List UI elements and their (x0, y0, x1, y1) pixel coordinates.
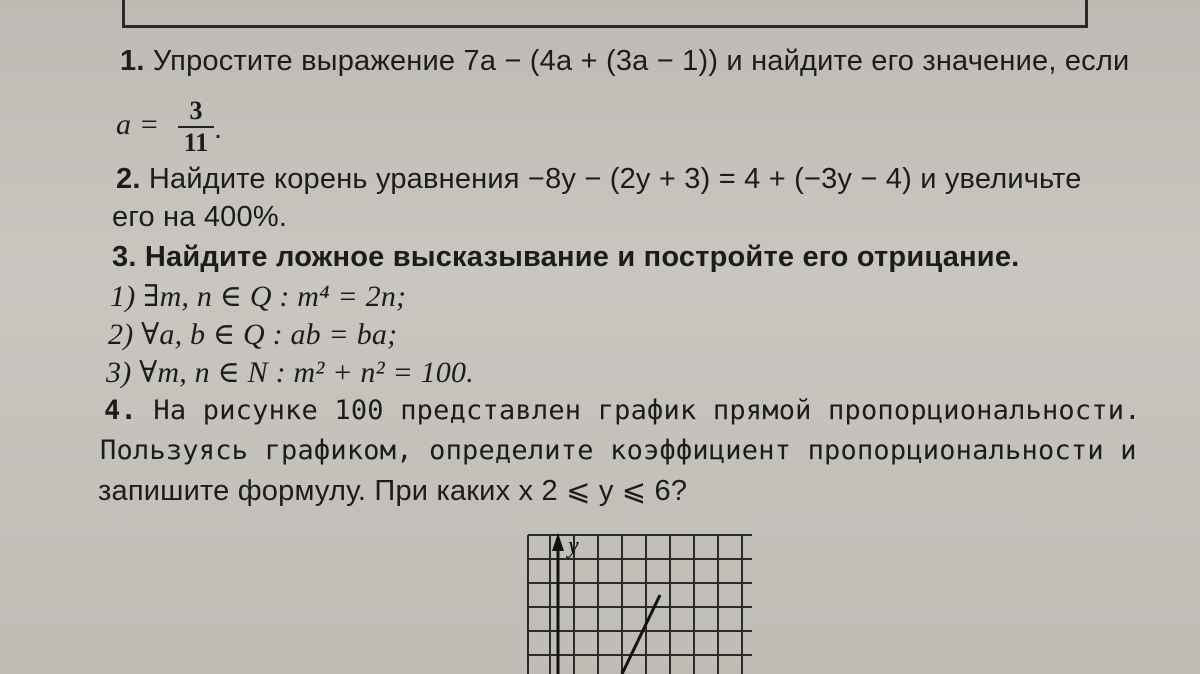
y-axis-label: y (568, 533, 579, 559)
y-axis (552, 533, 564, 674)
task1-line1 (120, 44, 1129, 78)
proportionality-graph (520, 525, 760, 674)
task3-item-1: 1) ∃m, n ∈ Q : m⁴ = 2n; (110, 280, 407, 313)
header-box (122, 0, 1088, 28)
task2-number: 2. (116, 163, 141, 195)
task4-line3: запишите формулу. При каких x 2 ⩽ y ⩽ 6? (98, 475, 688, 507)
task3-item-3: 3) ∀m, n ∈ N : m² + n² = 100. (106, 356, 474, 389)
task4-text1: На рисунке 100 представлен график прямой пропорциональности. (153, 395, 1141, 426)
task1-number: 1. (120, 45, 145, 77)
task1-a-prefix: a = (116, 108, 160, 141)
task3-number: 3. (112, 241, 137, 273)
task1-fraction-dot: . (214, 113, 223, 145)
fraction-denominator: 11 (183, 128, 209, 157)
task4-number: 4. (104, 395, 137, 426)
task1-text: Упростите выражение 7a − (4a + (3a − 1)) и найдите его значение, если (152, 45, 1130, 77)
task4-line2: Пользуясь графиком, определите коэффициент пропорциональности и (100, 435, 1137, 466)
task4-line1 (104, 394, 1141, 428)
fraction-numerator: 3 (189, 96, 203, 125)
grid-lines (528, 535, 752, 674)
task3-line1 (112, 240, 1019, 274)
task2-text: Найдите корень уравнения −8y − (2y + 3) = 4 + (−3y − 4) и увеличьте (148, 163, 1082, 195)
task1-fraction (178, 98, 214, 156)
task2-line1 (116, 162, 1082, 196)
task3-text: Найдите ложное высказывание и постройте его отрицание. (144, 241, 1020, 273)
task3-item-2: 2) ∀a, b ∈ Q : ab = ba; (108, 318, 398, 351)
task2-line2: его на 400%. (112, 201, 288, 233)
